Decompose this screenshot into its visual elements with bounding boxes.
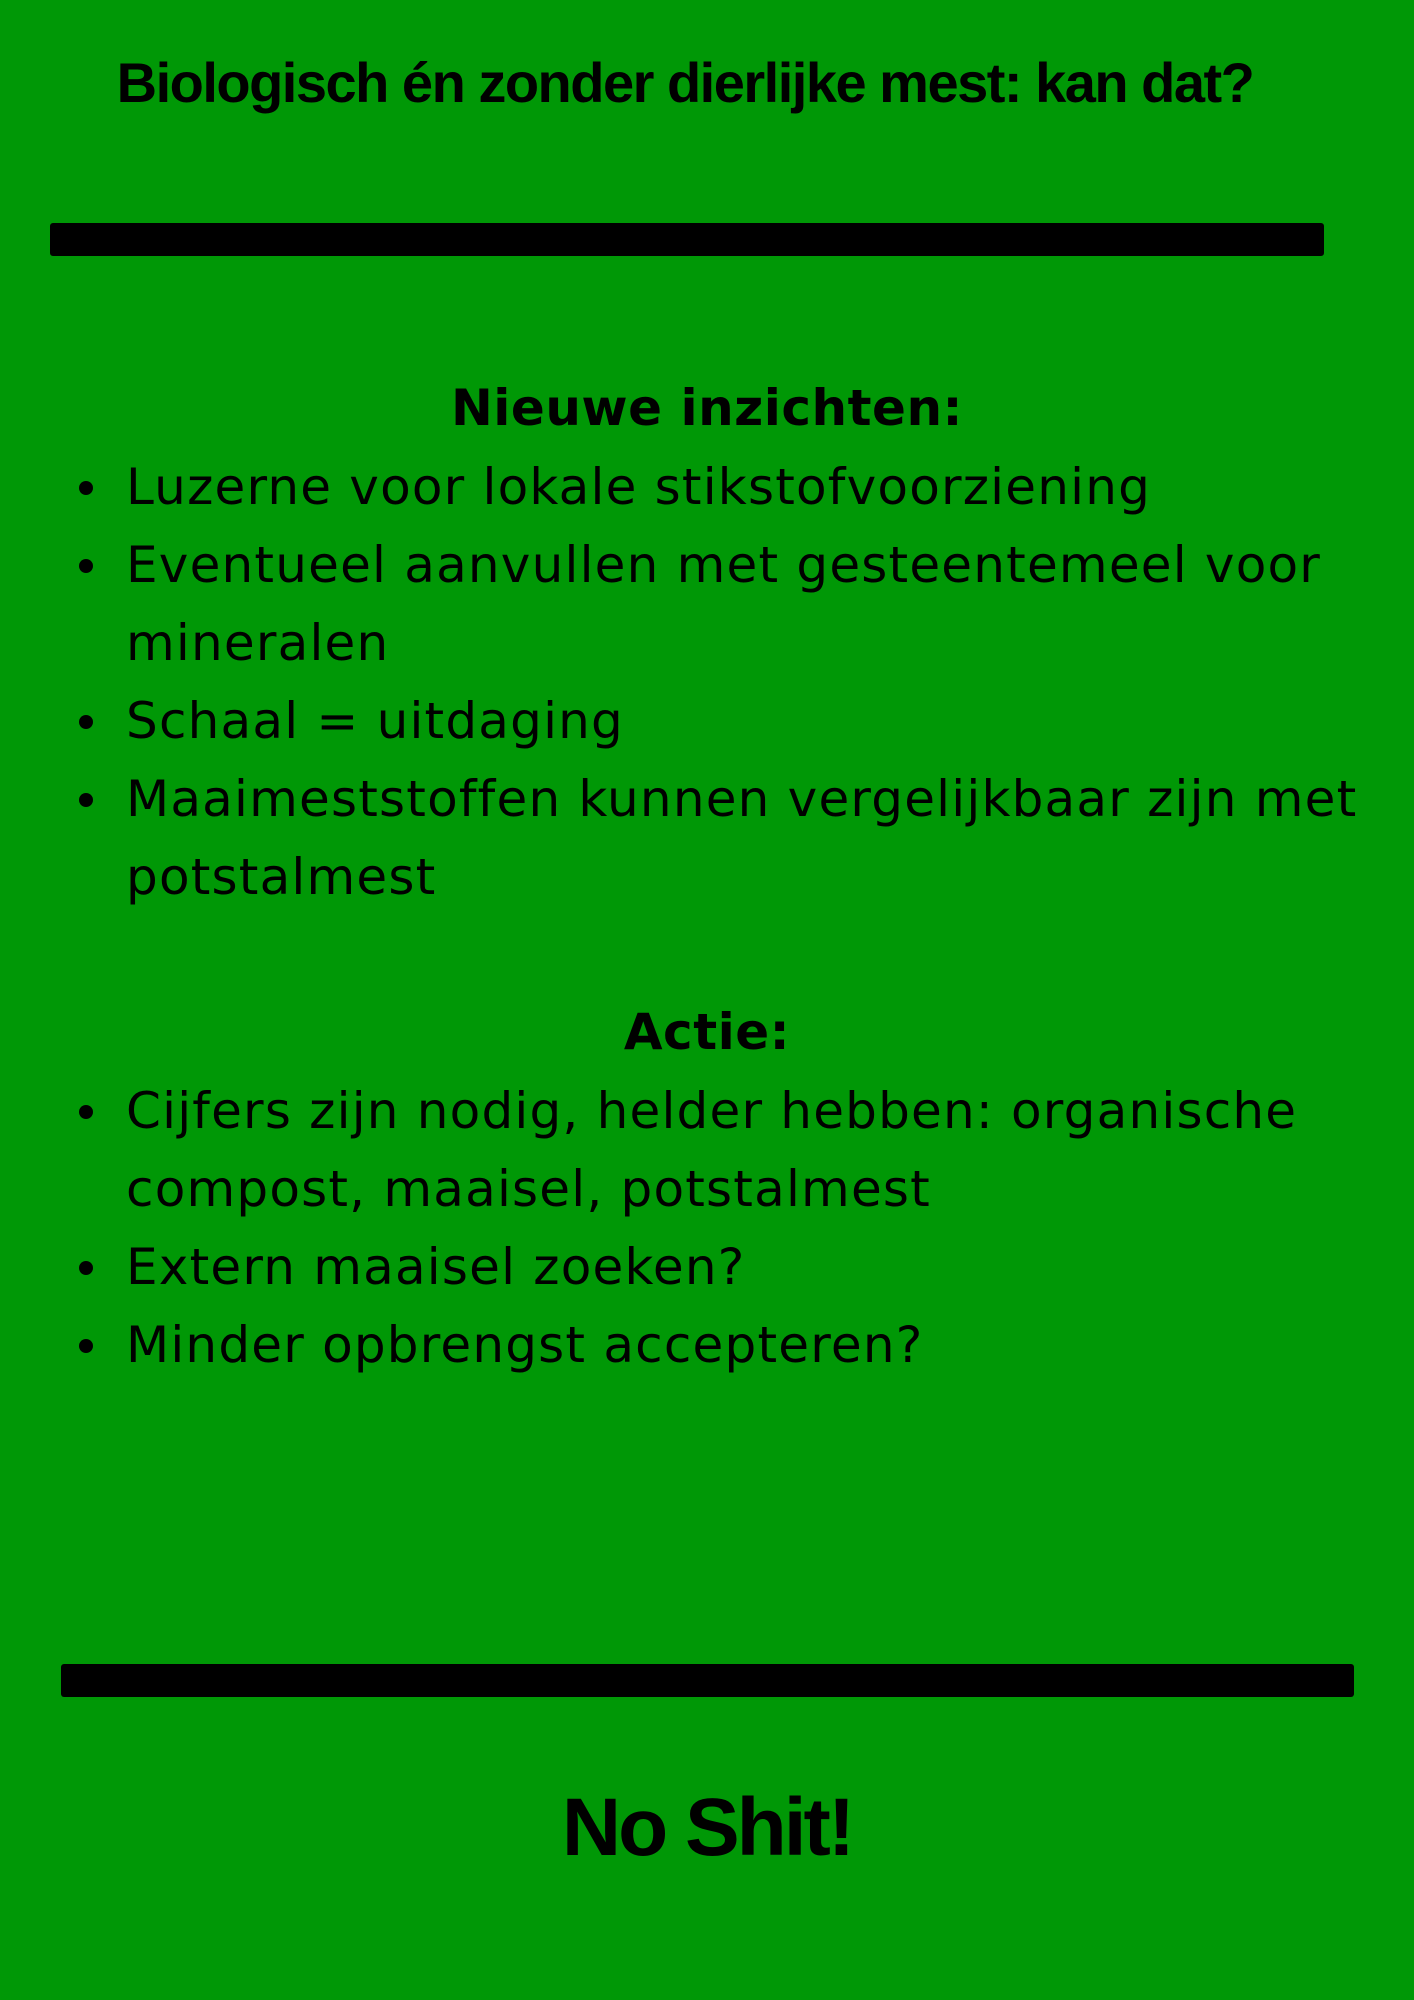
action-item: Extern maaisel zoeken?	[0, 1228, 1414, 1306]
tagline: No Shit!	[561, 1782, 853, 1873]
insights-heading: Nieuwe inzichten:	[450, 379, 964, 437]
top-divider-bar	[50, 223, 1324, 256]
insights-item: Maaimeststoffen kunnen vergelijkbaar zijn met potstalmest	[0, 760, 1414, 916]
page-title: Biologisch én zonder dierlijke mest: kan dat?	[116, 51, 1254, 114]
insights-item: Eventueel aanvullen met gesteentemeel voor mineralen	[0, 526, 1414, 682]
action-list	[0, 1072, 1414, 1384]
insights-list	[0, 448, 1414, 916]
action-item: Minder opbrengst accepteren?	[0, 1306, 1414, 1384]
insights-item: Schaal = uitdaging	[0, 682, 1414, 760]
bottom-divider-bar	[61, 1664, 1354, 1697]
action-heading: Actie:	[623, 1003, 791, 1061]
insights-item: Luzerne voor lokale stikstofvoorziening	[0, 448, 1414, 526]
action-item: Cijfers zijn nodig, helder hebben: organische compost, maaisel, potstalmest	[0, 1072, 1414, 1228]
